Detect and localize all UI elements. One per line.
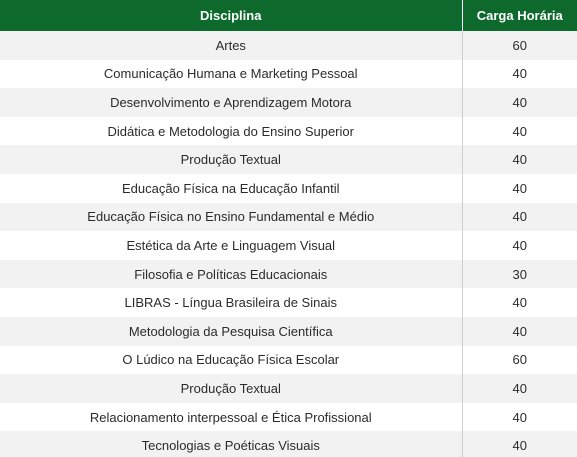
workload-cell: 40: [512, 94, 527, 110]
discipline-cell: Comunicação Humana e Marketing Pessoal: [0, 60, 462, 89]
header-row: [0, 0, 577, 31]
discipline-cell: Artes: [0, 31, 462, 60]
discipline-cell: Tecnologias e Poéticas Visuais: [0, 431, 462, 457]
table-row: [0, 88, 577, 117]
discipline-cell: Relacionamento interpessoal e Ética Profissional: [0, 403, 462, 432]
table-row: [0, 31, 577, 60]
workload-cell: 40: [512, 180, 527, 196]
workload-cell: 30: [512, 266, 527, 282]
discipline-cell: Produção Textual: [0, 145, 462, 174]
discipline-cell: Metodologia da Pesquisa Científica: [0, 317, 462, 346]
table-row: [0, 145, 577, 174]
column-header-carga-horaria: Carga Horária: [476, 8, 563, 23]
discipline-cell: O Lúdico na Educação Física Escolar: [0, 346, 462, 375]
workload-cell: 40: [512, 152, 527, 168]
discipline-cell: LIBRAS - Língua Brasileira de Sinais: [0, 288, 462, 317]
discipline-cell: Filosofia e Políticas Educacionais: [0, 260, 462, 289]
discipline-cell: Didática e Metodologia do Ensino Superior: [0, 117, 462, 146]
workload-cell: 40: [512, 123, 527, 139]
table-row: [0, 346, 577, 375]
table-row: [0, 60, 577, 89]
table-row: [0, 431, 577, 457]
table-row: [0, 317, 577, 346]
discipline-cell: Produção Textual: [0, 374, 462, 403]
table-row: [0, 174, 577, 203]
workload-cell: 60: [512, 352, 527, 368]
table-header: [0, 0, 577, 31]
table-row: [0, 203, 577, 232]
column-header-disciplina: Disciplina: [0, 0, 462, 31]
workload-cell: 60: [512, 37, 527, 53]
workload-cell: 40: [512, 438, 527, 454]
workload-cell: 40: [512, 66, 527, 82]
table-row: [0, 403, 577, 432]
workload-cell: 40: [512, 409, 527, 425]
table-row: [0, 260, 577, 289]
workload-cell: 40: [512, 209, 527, 225]
workload-cell: 40: [512, 237, 527, 253]
table-body: [0, 31, 577, 457]
workload-cell: 40: [512, 323, 527, 339]
table-row: [0, 374, 577, 403]
workload-cell: 40: [512, 295, 527, 311]
table-row: [0, 288, 577, 317]
discipline-cell: Desenvolvimento e Aprendizagem Motora: [0, 88, 462, 117]
discipline-cell: Estética da Arte e Linguagem Visual: [0, 231, 462, 260]
table-row: [0, 231, 577, 260]
table-row: [0, 117, 577, 146]
discipline-cell: Educação Física no Ensino Fundamental e Médio: [0, 203, 462, 232]
workload-cell: 40: [512, 380, 527, 396]
discipline-cell: Educação Física na Educação Infantil: [0, 174, 462, 203]
